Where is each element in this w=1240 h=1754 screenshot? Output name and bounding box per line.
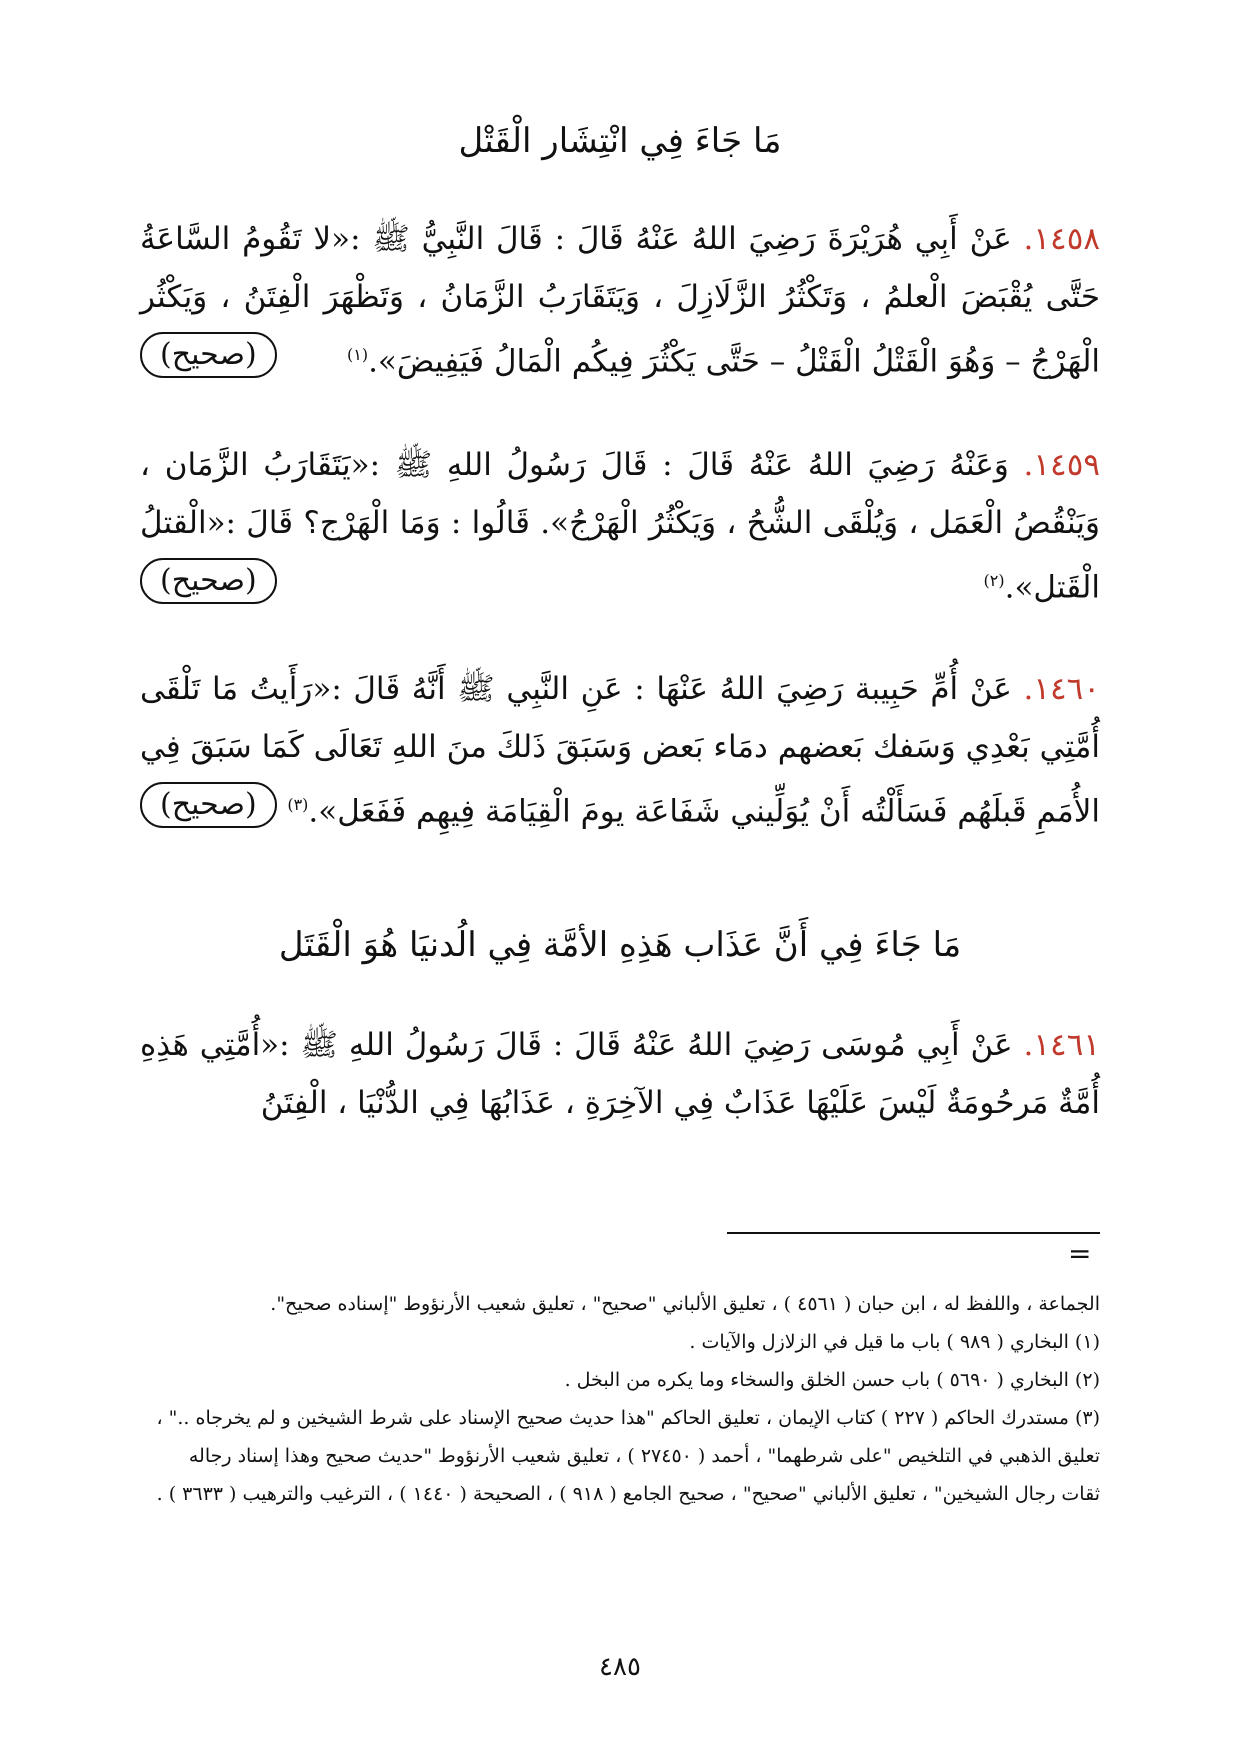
hadith-text: وَعَنْهُ رَضِيَ اللهُ عَنْهُ قَالَ : قَالَ رَسُولُ اللهِ ﷺ :«يَتَقَارَبُ الزَّمَان ، وَيَنْقُصُ الْعَمَل ، وَيُلْقَى الشُّحُ ، وَيَكْثُرُ الْهَرْجُ». قَالُوا : وَمَا الْهَرْج؟ قَالَ :«الْقتلُ الْقَتل». [140,447,1100,606]
footnote-divider [727,1232,1100,1234]
footnote-ref: (٣) [287,795,309,814]
grade-badge: (صحيح) [140,558,277,604]
hadith-number: ١٤٦٠. [1023,671,1100,707]
footnote-ref: (١) [346,345,369,364]
hadith-text: عَنْ أَبِي هُرَيْرَةَ رَضِيَ اللهُ عَنْهُ قَالَ : قَالَ النَّبِيُّ ﷺ :«لا تَقُومُ السَّاعَةُ حَتَّى يُقْبَضَ الْعلمُ ، وَتَكْثُرُ الزَّلَازِلَ ، وَيَتَقَارَبُ الزَّمَانُ ، وَتَظْهَرَ الْفِتَنُ ، وَيَكْثُر الْهَرْجُ – وَهُوَ الْقَتْلُ الْقَتْلُ – حَتَّى يَكْثُرَ فِيكُم الْمَالُ فَيَفِيضَ». [140,221,1100,380]
hadith-text: عَنْ أُمِّ حَبِيبة رَضِيَ اللهُ عَنْهَا : عَنِ النَّبِي ﷺ أَنَّهُ قَالَ :«رَأَيتُ مَا تَلْقَى أُمَّتِي بَعْدِي وَسَفك بَعضهم دمَاء بَعض وَسَبَقَ ذَلكَ منَ اللهِ تَعَالَى كَمَا سَبَقَ فِي الأُمَمِ قَبلَهُم فَسَأَلْتُه أَنْ يُوَلِّيني شَفَاعَة يومَ الْقِيَامَة فِيهِم فَفَعَل». [140,671,1100,830]
hadith-1458 [140,210,1100,390]
hadith-text: عَنْ أَبِي مُوسَى رَضِيَ اللهُ عَنْهُ قَالَ : قَالَ رَسُولُ اللهِ ﷺ :«أُمَّتِي هَذِهِ أُمَّةٌ مَرحُومَةٌ لَيْسَ عَلَيْهَا عَذَابٌ فِي الآخِرَةِ ، عَذَابُهَا فِي الدُّنْيَا ، الْفِتَنُ [140,1027,1100,1121]
grade-badge: (صحيح) [140,332,277,378]
hadith-1460 [140,660,1100,840]
grade-badge: (صحيح) [140,782,277,828]
hadith-1461 [140,1016,1100,1132]
footnote-continuation-marker: = [1068,1237,1092,1270]
hadith-number: ١٤٦١. [1023,1027,1101,1063]
footnote-2: (٢) البخاري ( ٥٦٩٠ ) باب حسن الخلق والسخاء وما يكره من البخل . [564,1369,1100,1391]
footnote-1: (١) البخاري ( ٩٨٩ ) باب ما قيل في الزلازل والآيات . [689,1331,1100,1353]
footnotes [150,1285,1100,1513]
hadith-number: ١٤٥٨. [1023,221,1101,257]
hadith-number: ١٤٥٩. [1023,447,1100,483]
footnote-continued: الجماعة ، واللفظ له ، ابن حبان ( ٤٥٦١ ) ، تعليق الألباني "صحيح" ، تعليق شعيب الأرنؤوط "إسناده صحيح". [270,1293,1100,1315]
section-title-spread-of-killing: مَا جَاءَ فِي انْتِشَار الْقَتْل [458,121,782,161]
hadith-1459 [140,436,1100,616]
section-title-punishment-is-killing: مَا جَاءَ فِي أَنَّ عَذَاب هَذِهِ الأمَّة فِي الُدنيَا هُوَ الْقَتَل [278,925,962,965]
footnote-3: (٣) مستدرك الحاكم ( ٢٢٧ ) كتاب الإيمان ، تعليق الحاكم "هذا حديث صحيح الإسناد على شرط الشيخين و لم يخرجاه .." ، تعليق الذهبي في التلخيص "على شرطهما" ، أحمد ( ٢٧٤٥٠ ) ، تعليق شعيب الأرنؤوط "حديث صحيح وهذا إسناد رجاله ثقات رجال الشيخين" ، تعليق الألباني "صحيح" ، صحيح الجامع ( ٩١٨ ) ، الصحيحة ( ١٤٤٠ ) ، الترغيب والترهيب ( ٣٦٣٣ ) . [156,1407,1100,1505]
page-number: ٤٨٥ [599,1652,641,1682]
footnote-ref: (٢) [983,571,1005,590]
